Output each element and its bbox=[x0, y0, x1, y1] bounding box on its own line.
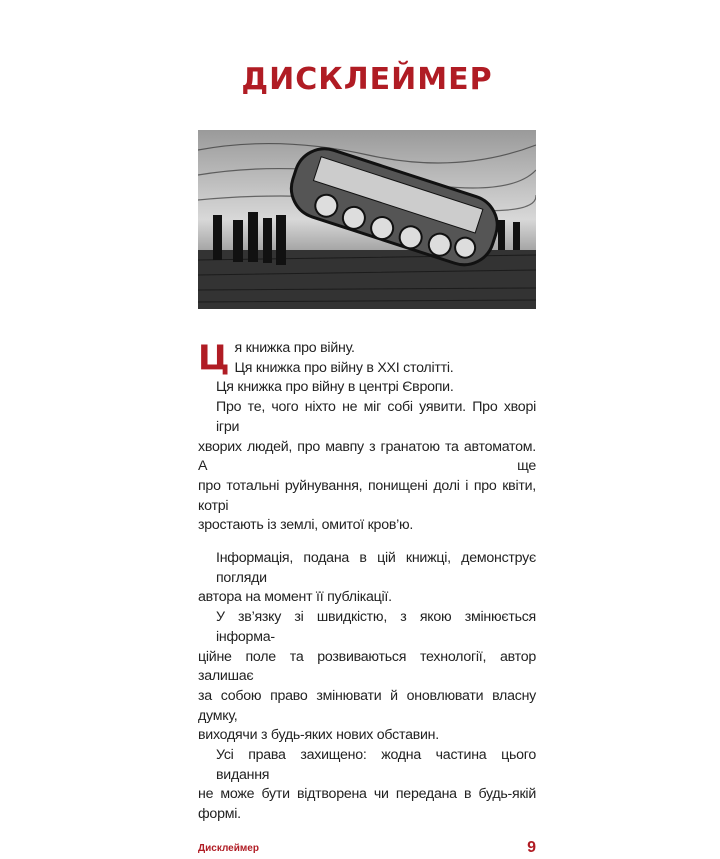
page-footer bbox=[198, 839, 536, 859]
text-line: Усі права захищено: жодна частина цього видання bbox=[216, 747, 536, 783]
illustration-overturned-tank bbox=[198, 130, 536, 309]
text-line: не може бути відтворена чи передана в будь-якій формі. bbox=[198, 786, 536, 823]
text-line: Інформація, подана в цій книжці, демонструє погляди bbox=[216, 550, 536, 586]
text-line: хворих людей, про мавпу з гранатою та автоматом. А ще bbox=[198, 438, 536, 475]
page-column bbox=[198, 0, 536, 859]
text-line: про тотальні руйнування, понищені долі і про квіти, котрі bbox=[198, 477, 536, 514]
text-line: У зв’язку зі швидкістю, з якою змінюється інформа- bbox=[216, 609, 536, 645]
text-line: Про те, чого ніхто не міг собі уявити. Про хворі ігри bbox=[216, 399, 536, 435]
paragraph-disclaimer bbox=[198, 549, 536, 825]
text-line: виходячи з будь-яких нових обставин. bbox=[198, 727, 439, 744]
text-line: зростають із землі, омитої кров’ю. bbox=[198, 517, 414, 534]
running-footer-section: Дисклеймер bbox=[198, 842, 259, 854]
text-line: за собою право змінювати й оновлювати власну думку, bbox=[198, 687, 536, 724]
drop-cap: Ц bbox=[198, 338, 230, 378]
page-title: ДИСКЛЕЙМЕР bbox=[241, 62, 493, 97]
text-line: Ця книжка про війну в центрі Європи. bbox=[216, 379, 454, 396]
text-line: автора на момент її публікації. bbox=[198, 589, 392, 606]
paragraph-intro bbox=[198, 339, 536, 536]
text-line: я книжка про війну. bbox=[234, 340, 355, 356]
text-line: Ця книжка про війну в XXI столітті. bbox=[234, 359, 454, 376]
text-line: ційне поле та розвиваються технології, автор залишає bbox=[198, 648, 536, 685]
page-number: 9 bbox=[527, 838, 536, 856]
